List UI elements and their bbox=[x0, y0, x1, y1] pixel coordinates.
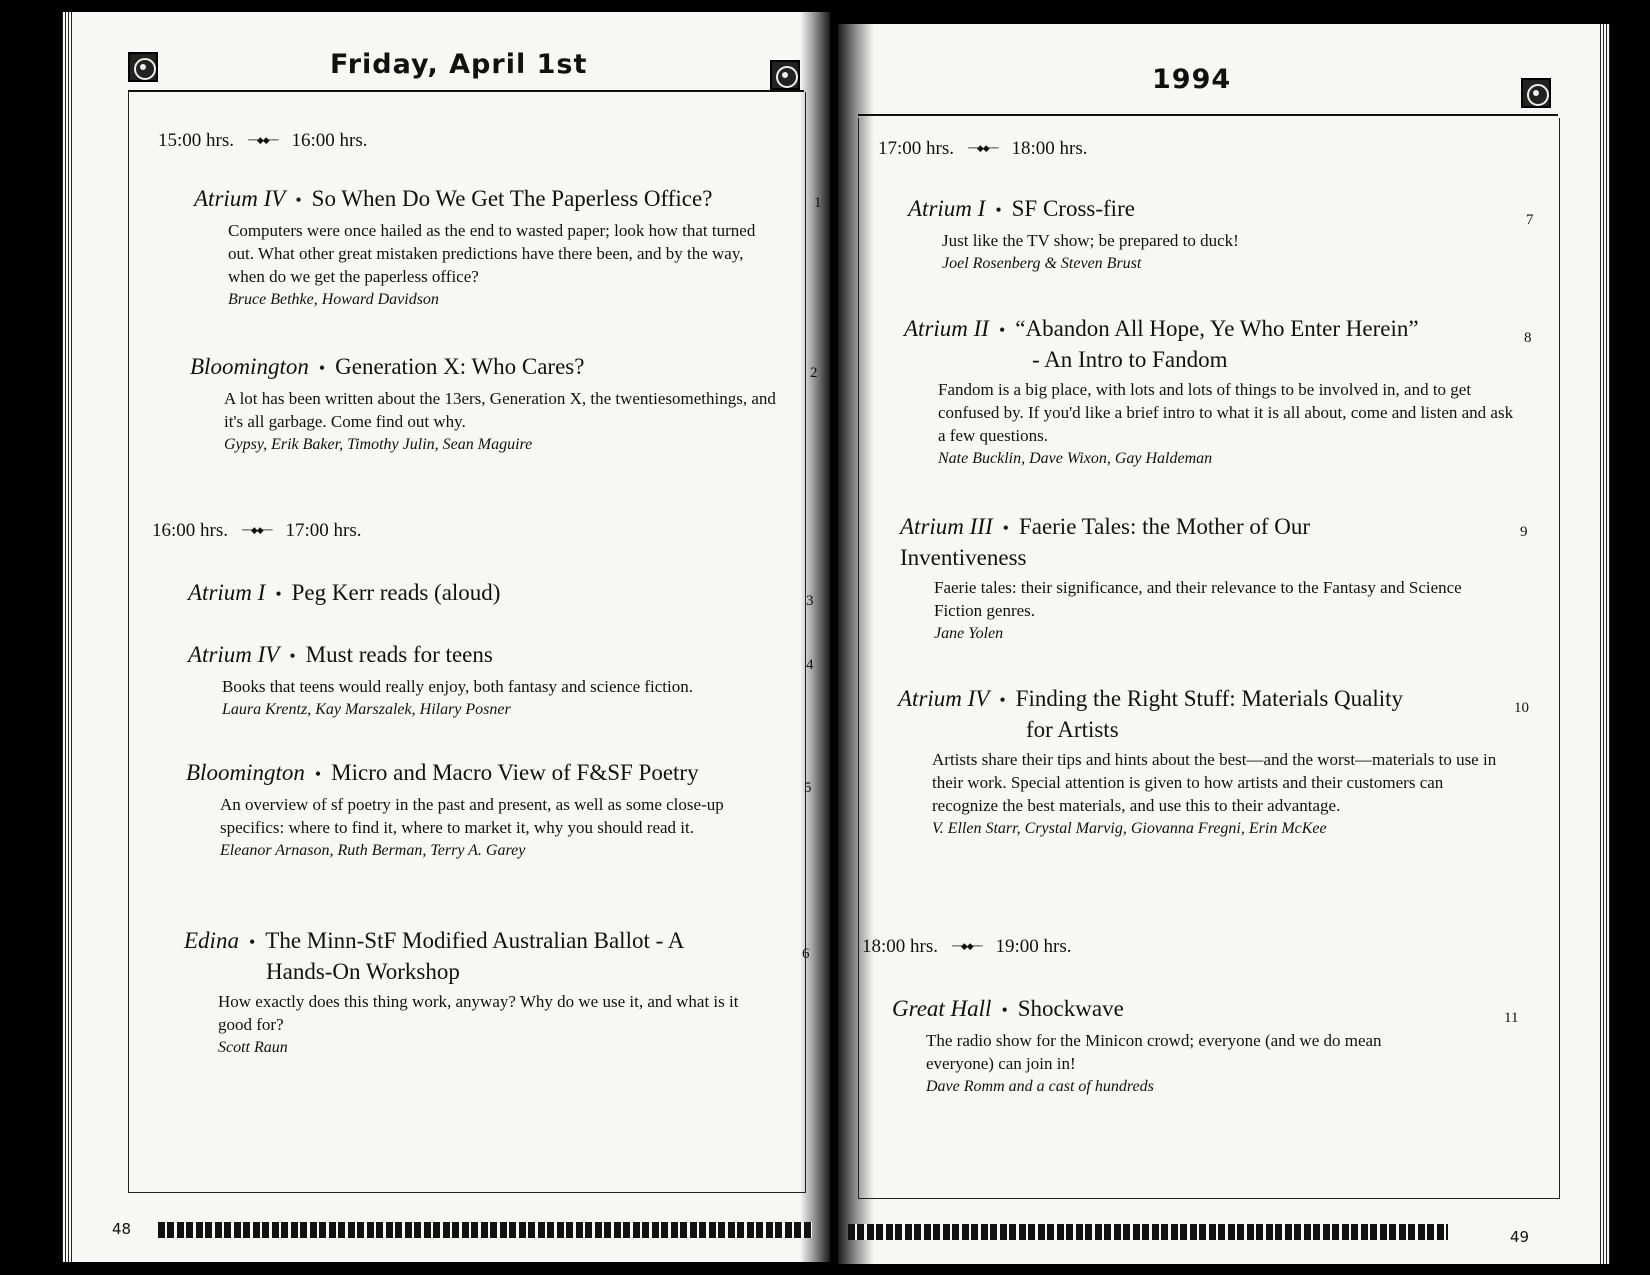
page-header-title: 1994 bbox=[1152, 64, 1232, 95]
event-title: Finding the Right Stuff: Materials Quality bbox=[1015, 686, 1404, 711]
event-room: Edina bbox=[184, 928, 239, 953]
bullet-dot: • bbox=[998, 320, 1006, 340]
bullet-dot: • bbox=[314, 764, 322, 784]
event-people: Dave Romm and a cast of hundreds bbox=[926, 1078, 1154, 1095]
event-people: Laura Krentz, Kay Marszalek, Hilary Posner bbox=[222, 701, 511, 718]
event-people: V. Ellen Starr, Crystal Marvig, Giovanna Fregni, Erin McKee bbox=[932, 820, 1327, 837]
page-edge bbox=[62, 12, 72, 1262]
event-block bbox=[186, 758, 770, 863]
event-title-line2: - An Intro to Fandom bbox=[1032, 347, 1228, 372]
bullet-dot: • bbox=[1001, 1000, 1008, 1020]
end-time: 19:00 hrs. bbox=[995, 936, 1072, 957]
time-slot-header bbox=[878, 138, 1088, 160]
event-number: 5 bbox=[804, 780, 812, 796]
event-room: Atrium I bbox=[908, 196, 986, 221]
event-room: Great Hall bbox=[892, 996, 992, 1021]
start-time: 15:00 hrs. bbox=[158, 130, 234, 151]
event-number: 6 bbox=[802, 946, 810, 962]
event-number: 10 bbox=[1514, 700, 1529, 716]
event-title: Generation X: Who Cares? bbox=[335, 354, 585, 379]
event-title-line2: Inventiveness bbox=[900, 545, 1027, 570]
page-number: 49 bbox=[1510, 1228, 1530, 1246]
event-title: Micro and Macro View of F&SF Poetry bbox=[331, 760, 699, 785]
bullet-dot: • bbox=[318, 358, 326, 378]
start-time: 18:00 hrs. bbox=[862, 936, 938, 957]
event-description: An overview of sf poetry in the past and present, as well as some close-up specifics: where to find it, where to market it, why you should read it. bbox=[220, 795, 724, 837]
event-room: Bloomington bbox=[190, 354, 309, 379]
right-page bbox=[838, 24, 1610, 1264]
event-room: Atrium III bbox=[900, 514, 993, 539]
event-people: Nate Bucklin, Dave Wixon, Gay Haldeman bbox=[938, 450, 1213, 467]
footer-ornament-border bbox=[158, 1222, 812, 1238]
event-people: Bruce Bethke, Howard Davidson bbox=[228, 291, 439, 308]
time-slot-header bbox=[158, 130, 368, 152]
event-title: Must reads for teens bbox=[305, 642, 493, 667]
event-description: How exactly does this thing work, anyway? Why do we use it, and what is it good for? bbox=[218, 992, 739, 1034]
event-description: Computers were once hailed as the end to wasted paper; look how that turned out. What other great mistaken predictions have there been, and by the way, when do we get the paperless office? bbox=[228, 221, 756, 286]
bullet-dot: • bbox=[275, 584, 282, 604]
bullet-dot: • bbox=[295, 190, 302, 210]
event-title: The Minn-StF Modified Australian Ballot - A bbox=[265, 928, 685, 953]
event-title: SF Cross-fire bbox=[1011, 196, 1135, 221]
event-title: Faerie Tales: the Mother of Our bbox=[1018, 514, 1311, 539]
end-time: 16:00 hrs. bbox=[291, 130, 368, 151]
event-block bbox=[908, 194, 1508, 276]
page-number: 48 bbox=[112, 1220, 132, 1238]
event-description: Fandom is a big place, with lots and lots of things to be involved in, and to get confused by. If you'd like a brief intro to what it is all about, come and listen and ask a few questions. bbox=[938, 380, 1514, 445]
event-number: 7 bbox=[1526, 212, 1534, 228]
event-block bbox=[904, 314, 1520, 471]
event-description: Faerie tales: their significance, and their relevance to the Fantasy and Science Fiction genres. bbox=[934, 578, 1462, 620]
bullet-dot: • bbox=[999, 690, 1006, 710]
bullet-dot: • bbox=[1002, 518, 1009, 538]
event-block bbox=[194, 184, 774, 312]
end-time: 18:00 hrs. bbox=[1011, 138, 1088, 159]
event-block bbox=[188, 640, 784, 722]
time-arrow-icon: ──◆◆── bbox=[242, 526, 272, 536]
event-people: Scott Raun bbox=[218, 1039, 288, 1056]
event-description: The radio show for the Minicon crowd; everyone (and we do mean everyone) can join in! bbox=[926, 1031, 1382, 1073]
event-title-line2: Hands-On Workshop bbox=[266, 959, 460, 984]
event-number: 8 bbox=[1524, 330, 1532, 346]
header-rule bbox=[858, 114, 1558, 116]
event-number: 4 bbox=[806, 657, 814, 673]
left-page bbox=[62, 12, 830, 1262]
event-room: Atrium IV bbox=[898, 686, 990, 711]
event-block bbox=[900, 512, 1500, 646]
event-room: Bloomington bbox=[186, 760, 305, 785]
start-time: 16:00 hrs. bbox=[152, 520, 228, 541]
event-description: Books that teens would really enjoy, both fantasy and science fiction. bbox=[222, 677, 693, 696]
event-block bbox=[190, 352, 780, 457]
event-people: Joel Rosenberg & Steven Brust bbox=[942, 255, 1142, 272]
event-people: Eleanor Arnason, Ruth Berman, Terry A. Garey bbox=[220, 842, 526, 859]
event-number: 9 bbox=[1520, 524, 1528, 540]
end-time: 17:00 hrs. bbox=[285, 520, 362, 541]
event-number: 11 bbox=[1504, 1010, 1519, 1026]
event-description: Artists share their tips and hints about the best—and the worst—materials to use in their work. Special attention is given to how artists and their customers can recognize the best materials, and use this to their advantage. bbox=[932, 750, 1497, 815]
event-title: “Abandon All Hope, Ye Who Enter Herein” bbox=[1015, 316, 1419, 341]
time-arrow-icon: ──◆◆── bbox=[952, 942, 982, 952]
ornament-icon bbox=[128, 52, 158, 82]
page-edge bbox=[1600, 24, 1610, 1264]
time-slot-header bbox=[152, 520, 362, 542]
event-block bbox=[184, 926, 774, 1060]
event-room: Atrium IV bbox=[188, 642, 280, 667]
bullet-dot: • bbox=[289, 646, 296, 666]
event-block bbox=[898, 684, 1498, 841]
event-people: Gypsy, Erik Baker, Timothy Julin, Sean Maguire bbox=[224, 436, 533, 453]
start-time: 17:00 hrs. bbox=[878, 138, 954, 159]
bullet-dot: • bbox=[995, 200, 1002, 220]
event-room: Atrium II bbox=[904, 316, 989, 341]
event-title: Shockwave bbox=[1017, 996, 1124, 1021]
ornament-icon bbox=[1521, 78, 1551, 108]
page-header-title: Friday, April 1st bbox=[330, 49, 588, 80]
ornament-icon bbox=[770, 60, 800, 90]
event-room: Atrium IV bbox=[194, 186, 286, 211]
event-block bbox=[188, 578, 778, 609]
event-description: Just like the TV show; be prepared to duck! bbox=[942, 231, 1239, 250]
event-number: 1 bbox=[814, 195, 822, 211]
event-block bbox=[892, 994, 1452, 1099]
event-title-line2: for Artists bbox=[1026, 717, 1119, 742]
footer-ornament-border bbox=[848, 1224, 1448, 1240]
time-slot-header bbox=[862, 936, 1072, 958]
event-number: 2 bbox=[810, 365, 818, 381]
bullet-dot: • bbox=[248, 932, 256, 952]
event-number: 3 bbox=[806, 593, 814, 609]
event-people: Jane Yolen bbox=[934, 625, 1004, 642]
time-arrow-icon: ──◆◆── bbox=[968, 144, 998, 154]
event-title: So When Do We Get The Paperless Office? bbox=[311, 186, 713, 211]
time-arrow-icon: ──◆◆── bbox=[248, 136, 278, 146]
event-room: Atrium I bbox=[188, 580, 266, 605]
event-title: Peg Kerr reads (aloud) bbox=[291, 580, 501, 605]
event-description: A lot has been written about the 13ers, Generation X, the twentiesomethings, and it's all garbage. Come find out why. bbox=[224, 389, 776, 431]
